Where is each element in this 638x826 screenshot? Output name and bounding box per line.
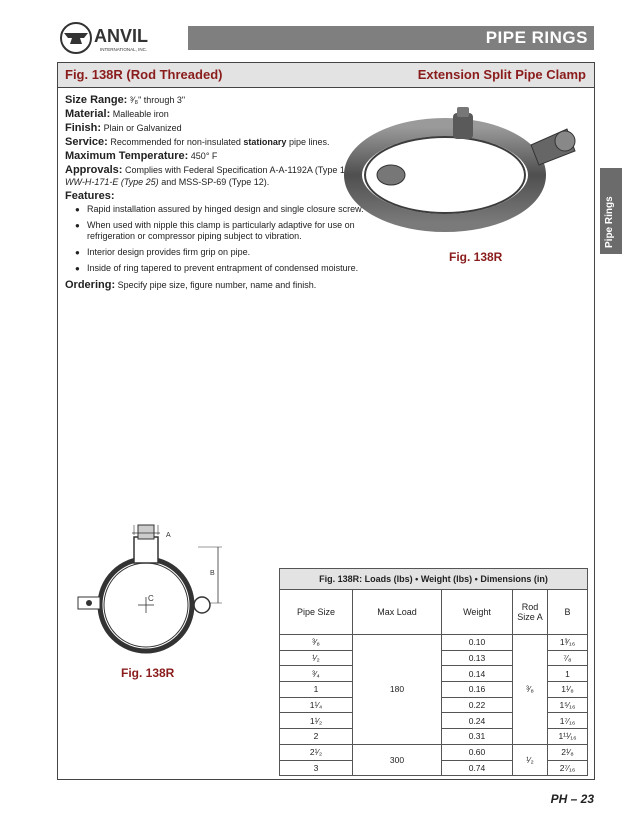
brand-tagline: INTERNATIONAL, INC. xyxy=(100,47,148,52)
figure-title: Fig. 138R (Rod Threaded) xyxy=(65,67,223,82)
ordering-value: Specify pipe size, figure number, name and finish. xyxy=(117,280,317,290)
ordering-row xyxy=(65,279,365,291)
cell-b: 1¹⁄₈ xyxy=(548,682,588,698)
cell-b: 1¹¹⁄₁₆ xyxy=(548,729,588,745)
side-tab[interactable] xyxy=(600,168,622,254)
max-temp-value: 450° F xyxy=(190,151,218,161)
cell-pipe: ³⁄₈ xyxy=(280,635,353,651)
col-weight: Weight xyxy=(442,590,513,635)
anvil-logo-mark xyxy=(60,18,182,58)
approvals-row xyxy=(65,164,365,188)
service-value-1: Recommended for non-insulated xyxy=(110,137,241,147)
dimension-drawing xyxy=(68,515,248,660)
finish-row xyxy=(65,122,365,134)
cell-weight: 0.10 xyxy=(442,635,513,651)
features-row xyxy=(65,190,365,202)
material-row xyxy=(65,108,365,120)
cell-b: 1⁵⁄₁₆ xyxy=(548,697,588,713)
dim-b-label: B xyxy=(210,570,215,577)
approvals-value-2: and MSS-SP-69 (Type 12). xyxy=(161,177,270,187)
finish-value: Plain or Galvanized xyxy=(103,123,182,133)
cell-weight: 0.60 xyxy=(442,744,513,760)
center-mark: C xyxy=(148,594,154,603)
cell-pipe: 1¹⁄₄ xyxy=(280,697,353,713)
feature-item: ● When used with nipple this clamp is particularly adaptive for use on refrigeration or compressor piping subject to vibration. xyxy=(75,220,365,242)
size-range-row xyxy=(65,94,365,106)
cell-weight: 0.13 xyxy=(442,650,513,666)
cell-weight: 0.24 xyxy=(442,713,513,729)
table-row xyxy=(280,744,588,760)
table-header-row xyxy=(280,590,588,635)
cell-pipe: 1¹⁄₂ xyxy=(280,713,353,729)
cell-b: 1 xyxy=(548,666,588,682)
cell-weight: 0.14 xyxy=(442,666,513,682)
approvals-value-italic: WW-H-171-E (Type 25) xyxy=(65,177,159,187)
finish-label: Finish: xyxy=(65,122,102,134)
cell-rod-group: ³⁄₈ xyxy=(513,635,548,745)
approvals-value-1: Complies with Federal Specification A-A-1192A (Type 12) xyxy=(124,165,353,175)
feature-item: ● Inside of ring tapered to prevent entrapment of condensed moisture. xyxy=(75,263,365,274)
col-max-load: Max Load xyxy=(353,590,442,635)
section-title: PIPE RINGS xyxy=(485,28,588,47)
table-row xyxy=(280,635,588,651)
cell-weight: 0.16 xyxy=(442,682,513,698)
cell-load-group: 300 xyxy=(353,744,442,775)
features-list xyxy=(65,204,365,274)
anvil-logo xyxy=(60,18,182,58)
side-tab-label: Pipe Rings xyxy=(604,196,615,248)
section-header-bar xyxy=(188,26,594,50)
ordering-label: Ordering: xyxy=(65,279,116,291)
product-photo xyxy=(335,105,585,245)
photo-caption: Fig. 138R xyxy=(449,250,503,264)
feature-item: ● Rapid installation assured by hinged design and single closure screw. xyxy=(75,204,365,215)
cell-b: ⁷⁄₈ xyxy=(548,650,588,666)
cell-b: 2⁷⁄₁₆ xyxy=(548,760,588,776)
service-value-bold: stationary xyxy=(243,137,287,147)
dim-a-label: A xyxy=(166,532,171,539)
loads-table xyxy=(279,568,588,776)
page-number: PH – 23 xyxy=(550,792,594,806)
cell-load-group: 180 xyxy=(353,635,442,745)
panel-header xyxy=(58,63,594,88)
features-label: Features: xyxy=(65,190,115,202)
cell-pipe: 2¹⁄₂ xyxy=(280,744,353,760)
product-name: Extension Split Pipe Clamp xyxy=(417,67,586,82)
spec-block xyxy=(65,94,365,293)
cell-pipe: ³⁄₄ xyxy=(280,666,353,682)
cell-weight: 0.74 xyxy=(442,760,513,776)
max-temp-label: Maximum Temperature: xyxy=(65,150,189,162)
size-range-value: ³⁄₈" through 3" xyxy=(129,95,186,105)
service-row xyxy=(65,136,365,148)
col-pipe-size: Pipe Size xyxy=(280,590,353,635)
service-label: Service: xyxy=(65,136,108,148)
size-range-label: Size Range: xyxy=(65,94,128,106)
brand-name: ANVIL xyxy=(94,26,148,46)
approvals-label: Approvals: xyxy=(65,164,123,176)
cell-weight: 0.31 xyxy=(442,729,513,745)
cell-rod-group: ¹⁄₂ xyxy=(513,744,548,775)
material-value: Malleable iron xyxy=(112,109,169,119)
table-title: Fig. 138R: Loads (lbs) • Weight (lbs) • Dimensions (in) xyxy=(280,569,588,590)
cell-pipe: ¹⁄₂ xyxy=(280,650,353,666)
cell-weight: 0.22 xyxy=(442,697,513,713)
material-label: Material: xyxy=(65,108,111,120)
col-rod-size: Rod Size A xyxy=(513,590,548,635)
cell-pipe: 3 xyxy=(280,760,353,776)
drawing-caption: Fig. 138R xyxy=(121,666,175,680)
cell-pipe: 2 xyxy=(280,729,353,745)
cell-b: 1⁷⁄₁₆ xyxy=(548,713,588,729)
service-value-2: pipe lines. xyxy=(288,137,330,147)
feature-item: ● Interior design provides firm grip on pipe. xyxy=(75,247,365,258)
max-temp-row xyxy=(65,150,365,162)
col-b: B xyxy=(548,590,588,635)
cell-pipe: 1 xyxy=(280,682,353,698)
cell-b: 2¹⁄₈ xyxy=(548,744,588,760)
cell-b: 1³⁄₁₆ xyxy=(548,635,588,651)
